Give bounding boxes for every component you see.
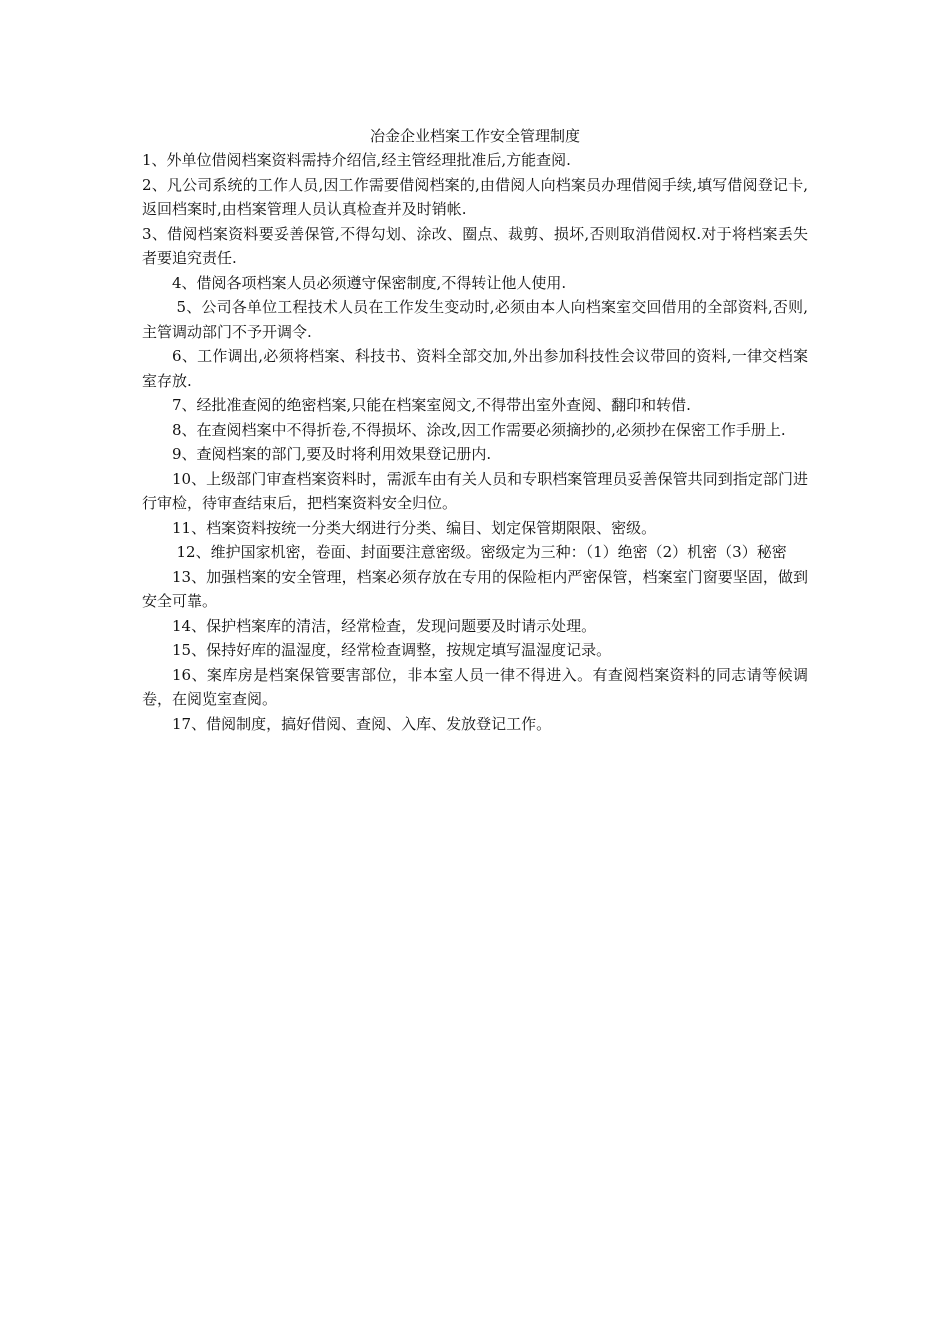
paragraph-8: 8、在查阅档案中不得折卷,不得损坏、涂改,因工作需要必须摘抄的,必须抄在保密工作手册上. bbox=[172, 420, 786, 439]
paragraph-3: 3、借阅档案资料要妥善保管,不得勾划、涂改、圈点、裁剪、损坏,否则取消借阅权.对于将档案丢失者要追究责任. bbox=[142, 224, 808, 267]
paragraph-13: 13、加强档案的安全管理，档案必须存放在专用的保险柜内严密保管，档案室门窗要坚固，做到安全可靠。 bbox=[142, 567, 808, 610]
paragraph-10: 10、上级部门审查档案资料时，需派车由有关人员和专职档案管理员妥善保管共同到指定部门进行审检，待审查结束后，把档案资料安全归位。 bbox=[142, 469, 808, 512]
document-title: 冶金企业档案工作安全管理制度 bbox=[369, 127, 580, 145]
paragraph-17: 17、借阅制度，搞好借阅、查阅、入库、发放登记工作。 bbox=[172, 714, 552, 733]
paragraph-5: 5、公司各单位工程技术人员在工作发生变动时,必须由本人向档案室交回借用的全部资料,否则,主管调动部门不予开调令. bbox=[142, 298, 808, 341]
document-page bbox=[142, 124, 808, 736]
paragraph-2: 2、凡公司系统的工作人员,因工作需要借阅档案的,由借阅人向档案员办理借阅手续,填写借阅登记卡,返回档案时,由档案管理人员认真检查并及时销帐. bbox=[142, 175, 808, 218]
paragraph-1: 1、外单位借阅档案资料需持介绍信,经主管经理批准后,方能查阅. bbox=[142, 151, 571, 169]
paragraph-16: 16、案库房是档案保管要害部位，非本室人员一律不得进入。有查阅档案资料的同志请等候调卷，在阅览室查阅。 bbox=[142, 665, 808, 708]
paragraph-7: 7、经批准查阅的绝密档案,只能在档案室阅文,不得带出室外查阅、翻印和转借. bbox=[172, 396, 691, 414]
paragraph-12: 12、维护国家机密，卷面、封面要注意密级。密级定为三种：（1）绝密（2）机密（3）秘密 bbox=[176, 543, 787, 561]
document-body bbox=[142, 148, 808, 736]
paragraph-14: 14、保护档案库的清洁，经常检查，发现问题要及时请示处理。 bbox=[172, 616, 597, 635]
paragraph-15: 15、保持好库的温湿度，经常检查调整，按规定填写温湿度记录。 bbox=[172, 641, 612, 659]
paragraph-4: 4、借阅各项档案人员必须遵守保密制度,不得转让他人使用. bbox=[172, 273, 567, 292]
paragraph-11: 11、档案资料按统一分类大纲进行分类、编目、划定保管期限限、密级。 bbox=[172, 518, 657, 537]
paragraph-6: 6、工作调出,必须将档案、科技书、资料全部交加,外出参加科技性会议带回的资料,一律交档案室存放. bbox=[142, 347, 808, 390]
paragraph-9: 9、查阅档案的部门,要及时将利用效果登记册内. bbox=[172, 445, 492, 463]
